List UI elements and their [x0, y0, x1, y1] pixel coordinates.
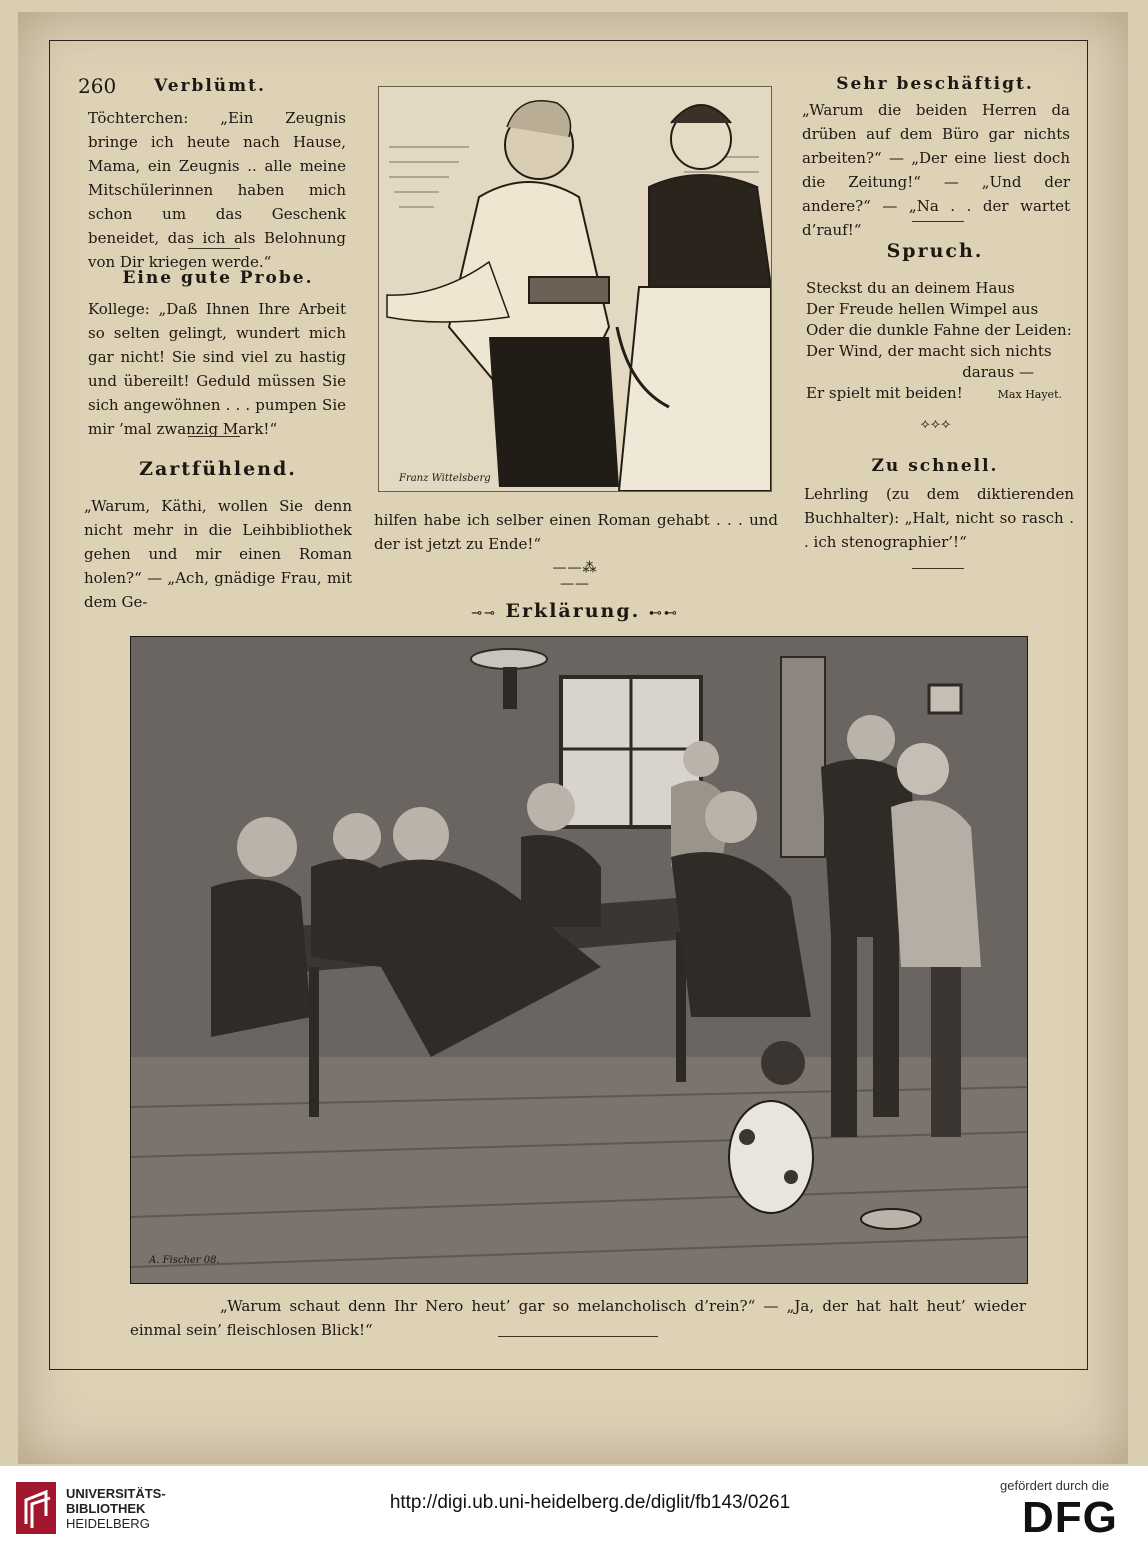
heading-sehr-beschaeftigt: Sehr beschäftigt. — [836, 74, 1034, 94]
library-name — [66, 1486, 166, 1531]
divider — [912, 221, 964, 222]
poem-line: daraus — — [962, 363, 1034, 381]
ornament-divider: ——⁂—— — [552, 560, 598, 592]
heading-verbluemt: Verblümt. — [154, 76, 266, 96]
funding-note: gefördert durch die — [1000, 1478, 1110, 1493]
heading-erklaerung-row — [440, 600, 710, 622]
ornament-right: ⊷⊷ — [648, 606, 679, 621]
poem-line: Der Freude hellen Wimpel aus — [806, 300, 1039, 318]
poem-last-line: Er spielt mit beiden! — [806, 384, 963, 402]
text-zartfuehlend-continued: hilfen habe ich selber einen Roman gehabt . . . und der ist jetzt zu Ende!“ — [374, 511, 778, 553]
tavern-illustration — [130, 636, 1028, 1284]
text-sehr-beschaeftigt: „Warum die beiden Herren da drüben auf dem Büro gar nichts arbeiten?“ — „Der eine liest doch die Zeitung!“ — „Und der andere?“ — „Na . . der wartet d’rauf!“ — [802, 101, 1070, 239]
heading-zu-schnell: Zu schnell. — [871, 456, 999, 476]
text-eine-gute-probe: Kollege: „Daß Ihnen Ihre Arbeit so selten gelingt, wundert mich gar nicht! Sie sind viel zu hastig und übereilt! Geduld müssen Sie sich angewöhnen . . . pumpen Sie mir ’mal zwanzig Mark!“ — [88, 300, 346, 438]
library-line: BIBLIOTHEK — [66, 1501, 146, 1516]
text-zu-schnell: Lehrling (zu dem diktierenden Buchhalter): „Halt, nicht so rasch . . ich stenographier’!“ — [804, 485, 1074, 551]
university-library-logo-icon — [16, 1482, 56, 1534]
divider — [188, 436, 240, 437]
caption-erklaerung: „Warum schaut denn Ihr Nero heut’ gar so melancholisch d’rein?“ — „Ja, der hat halt heut’ wieder einmal sein’ fleischlosen Blick!“ — [130, 1297, 1026, 1339]
heading-erklaerung: Erklärung. — [505, 600, 641, 622]
text-zartfuehlend: „Warum, Käthi, wollen Sie denn nicht mehr in die Leihbibliothek gehen und mir einen Roman holen?“ — „Ach, gnädige Frau, mit dem Ge- — [84, 497, 352, 611]
ornament-left: ⊸⊸ — [471, 606, 497, 621]
heading-zartfuehlend: Zartfühlend. — [139, 458, 297, 480]
library-line: HEIDELBERG — [66, 1516, 150, 1531]
poem-line — [806, 383, 1074, 405]
divider — [188, 248, 240, 249]
ornament-divider: ⟡⟡⟡ — [920, 416, 952, 432]
dfg-logo: DFG — [1022, 1493, 1118, 1542]
poem-line: Der Wind, der macht sich nichts — [806, 342, 1052, 360]
poem-line: Steckst du an deinem Haus — [806, 279, 1015, 297]
poem-author: Max Hayet. — [997, 388, 1062, 401]
text-verbluemt: Töchterchen: „Ein Zeugnis bringe ich heute nach Hause, Mama, ein Zeugnis .. alle meine Mitschülerinnen haben mich schon um das Geschenk beneidet, das ich als Belohnung von Dir kriegen werde.“ — [88, 109, 346, 271]
permalink-url[interactable]: http://digi.ub.uni-heidelberg.de/diglit/fb143/0261 — [389, 1492, 791, 1513]
illustration-two-women — [378, 86, 772, 492]
illustration-signature: Franz Wittelsberg — [399, 473, 491, 484]
divider — [498, 1336, 658, 1337]
library-line: UNIVERSITÄTS- — [66, 1486, 166, 1501]
divider — [912, 568, 964, 569]
illustration-drawing — [379, 87, 771, 491]
poem-line: Oder die dunkle Fahne der Leiden: — [806, 321, 1072, 339]
tavern-scene-drawing — [131, 637, 1027, 1283]
heading-spruch: Spruch. — [886, 240, 984, 262]
poem-spruch — [806, 278, 1074, 405]
tavern-signature: A. Fischer 08. — [149, 1255, 220, 1266]
page-number: 260 — [78, 74, 117, 98]
digitization-footer — [0, 1466, 1148, 1550]
heading-eine-gute-probe: Eine gute Probe. — [122, 268, 314, 288]
